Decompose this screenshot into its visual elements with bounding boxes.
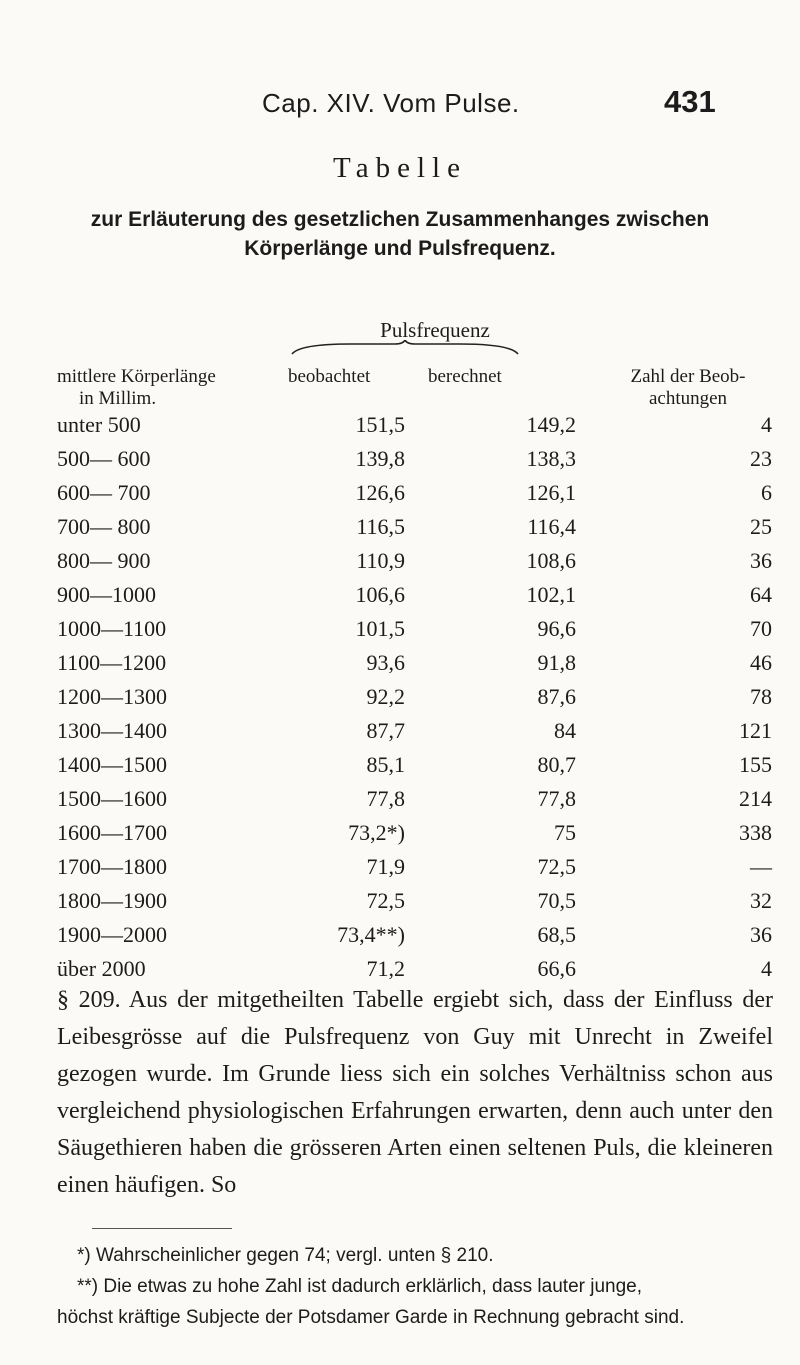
- cell-observed: 93,6: [366, 650, 405, 675]
- cell-computed: 91,8: [537, 650, 576, 675]
- cell-observed: 85,1: [366, 752, 405, 777]
- cell-observed: 87,7: [366, 718, 405, 743]
- cell-observed: 73,2*): [348, 820, 405, 845]
- cell-computed: 138,3: [526, 446, 576, 471]
- col-header-observed: beobachtet: [288, 366, 371, 387]
- cell-count: 23: [750, 446, 772, 471]
- cell-count: 70: [750, 616, 772, 641]
- pulse-group-heading: Pulsfrequenz: [380, 318, 490, 342]
- cell-observed: 72,5: [366, 888, 405, 913]
- subtitle-line-1: zur Erläuterung des gesetzlichen Zusammenhanges zwischen: [90, 208, 710, 231]
- cell-count: 6: [761, 480, 772, 505]
- cell-length: 1200—1300: [57, 684, 167, 709]
- cell-count: 214: [739, 786, 772, 811]
- table-row: [0, 650, 800, 684]
- cell-computed: 77,8: [537, 786, 576, 811]
- cell-count: 4: [761, 956, 772, 981]
- cell-computed: 126,1: [526, 480, 576, 505]
- table-row: [0, 514, 800, 548]
- cell-length: 1700—1800: [57, 854, 167, 879]
- cell-computed: 75: [554, 820, 576, 845]
- cell-observed: 71,2: [366, 956, 405, 981]
- table-row: [0, 582, 800, 616]
- table-row: [0, 480, 800, 514]
- cell-observed: 77,8: [366, 786, 405, 811]
- cell-length: 1500—1600: [57, 786, 167, 811]
- cell-length: 900—1000: [57, 582, 156, 607]
- cell-length: 1300—1400: [57, 718, 167, 743]
- cell-count: 32: [750, 888, 772, 913]
- cell-length: 1400—1500: [57, 752, 167, 777]
- body-paragraph: § 209. Aus der mitgetheilten Tabelle ergiebt sich, dass der Einfluss der Leibesgrösse auf die Pulsfrequenz von Guy mit Unrecht in Zweifel gezogen wurde. Im Grunde liess sich ein solches Verhältniss schon aus vergleichend physiologischen Erfahrungen erwarten, denn auch unter den Säugethieren haben die grösseren Arten einen seltenen Puls, die kleineren einen häufigen. So: [57, 987, 773, 1198]
- table-title: Tabelle: [333, 152, 467, 184]
- footnote-2: **) Die etwas zu hohe Zahl ist dadurch erklärlich, dass lauter junge,: [77, 1276, 643, 1297]
- cell-computed: 66,6: [537, 956, 576, 981]
- col-header-length: mittlere Körperlänge in Millim.: [57, 366, 216, 409]
- footnote-2-continued: höchst kräftige Subjecte der Potsdamer Garde in Rechnung gebracht sind.: [57, 1307, 685, 1328]
- cell-computed: 84: [554, 718, 576, 743]
- cell-computed: 80,7: [537, 752, 576, 777]
- cell-computed: 116,4: [527, 514, 576, 539]
- cell-observed: 101,5: [355, 616, 405, 641]
- cell-length: 1600—1700: [57, 820, 167, 845]
- cell-count: 46: [750, 650, 772, 675]
- cell-count: 78: [750, 684, 772, 709]
- cell-computed: 70,5: [537, 888, 576, 913]
- table-subtitle: [0, 205, 800, 263]
- col-header-computed: berechnet: [428, 366, 502, 387]
- cell-count: 64: [750, 582, 772, 607]
- table-row: [0, 684, 800, 718]
- cell-length: 800— 900: [57, 548, 151, 573]
- cell-observed: 106,6: [355, 582, 405, 607]
- cell-length: 1900—2000: [57, 922, 167, 947]
- cell-length: über 2000: [57, 956, 146, 981]
- table-row: [0, 616, 800, 650]
- cell-length: unter 500: [57, 412, 141, 437]
- data-table: [0, 412, 800, 990]
- cell-length: 500— 600: [57, 446, 151, 471]
- cell-observed: 92,2: [366, 684, 405, 709]
- table-row: [0, 786, 800, 820]
- cell-observed: 73,4**): [337, 922, 405, 947]
- cell-length: 1800—1900: [57, 888, 167, 913]
- cell-length: 700— 800: [57, 514, 151, 539]
- page-number: 431: [664, 84, 716, 119]
- table-row: [0, 820, 800, 854]
- cell-count: 121: [739, 718, 772, 743]
- cell-observed: 110,9: [356, 548, 405, 573]
- cell-observed: 151,5: [355, 412, 405, 437]
- footnote-1: *) Wahrscheinlicher gegen 74; vergl. unten § 210.: [77, 1245, 494, 1266]
- table-row: [0, 922, 800, 956]
- cell-observed: 139,8: [355, 446, 405, 471]
- cell-length: 1000—1100: [57, 616, 167, 641]
- cell-computed: 68,5: [537, 922, 576, 947]
- table-row: [0, 752, 800, 786]
- group-brace: [290, 340, 520, 356]
- cell-computed: 72,5: [537, 854, 576, 879]
- table-row: [0, 548, 800, 582]
- running-title: Cap. XIV. Vom Pulse.: [262, 88, 520, 118]
- cell-length: 1100—1200: [57, 650, 167, 675]
- cell-count: 155: [739, 752, 772, 777]
- table-row: [0, 888, 800, 922]
- cell-count: 36: [750, 548, 772, 573]
- cell-computed: 96,6: [537, 616, 576, 641]
- table-row: [0, 446, 800, 480]
- col-header-count: Zahl der Beob- achtungen: [630, 366, 746, 409]
- table-row: [0, 854, 800, 888]
- table-row: [0, 412, 800, 446]
- cell-observed: 126,6: [355, 480, 405, 505]
- cell-count: —: [750, 854, 772, 879]
- cell-count: 36: [750, 922, 772, 947]
- cell-length: 600— 700: [57, 480, 151, 505]
- footnotes: [57, 1240, 773, 1333]
- table-row: [0, 718, 800, 752]
- cell-count: 4: [761, 412, 772, 437]
- cell-count: 338: [739, 820, 772, 845]
- cell-computed: 102,1: [526, 582, 576, 607]
- cell-observed: 116,5: [356, 514, 405, 539]
- running-header: [0, 84, 800, 128]
- footnote-rule: [92, 1228, 232, 1229]
- subtitle-line-2: Körperlänge und Pulsfrequenz.: [244, 237, 556, 260]
- cell-computed: 108,6: [526, 548, 576, 573]
- cell-computed: 149,2: [526, 412, 576, 437]
- cell-count: 25: [750, 514, 772, 539]
- cell-computed: 87,6: [537, 684, 576, 709]
- cell-observed: 71,9: [366, 854, 405, 879]
